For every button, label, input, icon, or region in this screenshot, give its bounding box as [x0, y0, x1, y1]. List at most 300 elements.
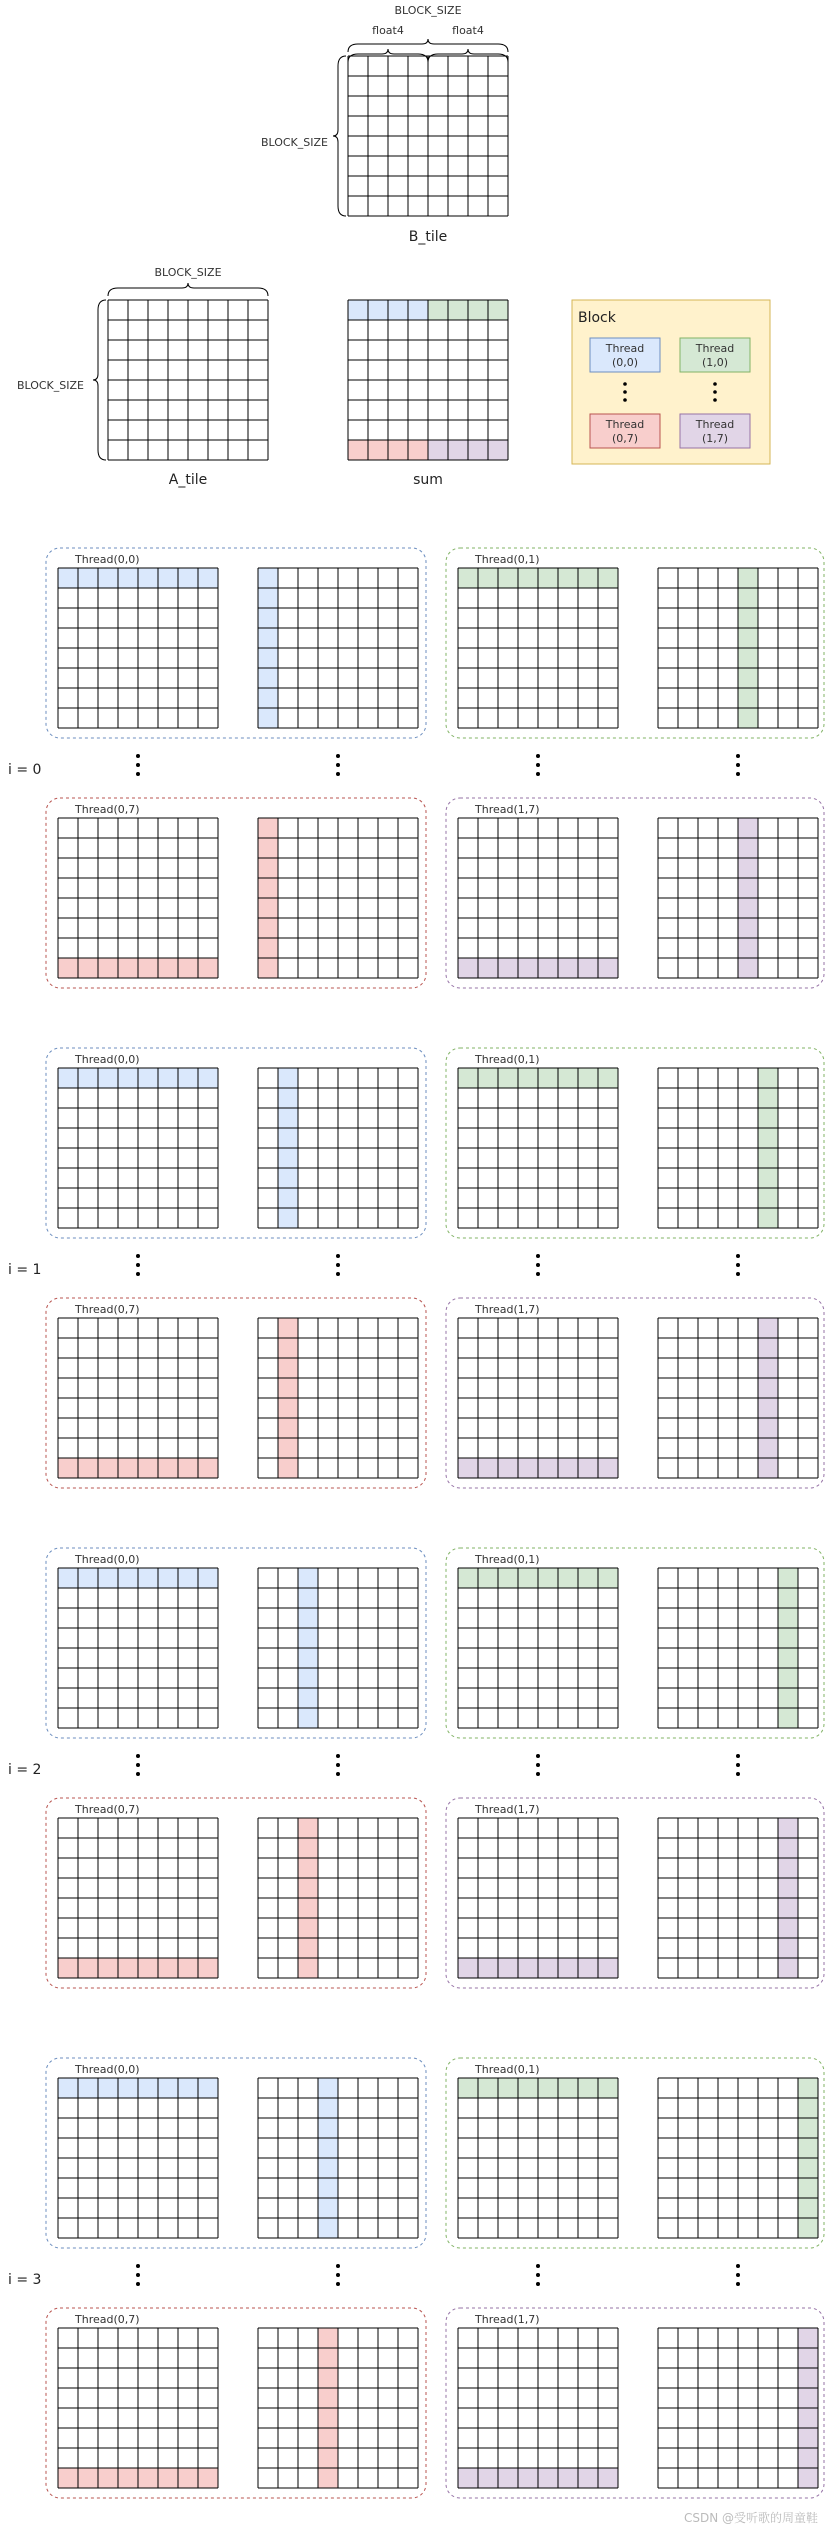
a-row-grid [458, 1068, 618, 1228]
grid-highlight-cell [318, 2388, 338, 2408]
grid-highlight-cell [278, 1128, 298, 1148]
a-row-grid [58, 1318, 218, 1478]
ellipsis-dot [713, 382, 717, 386]
ellipsis-dot [336, 2264, 340, 2268]
ellipsis-dot [336, 1272, 340, 1276]
a-row-grid [458, 1318, 618, 1478]
grid-highlight-cell [778, 1918, 798, 1938]
grid-highlight-cell [408, 440, 428, 460]
block-title: Block [578, 310, 616, 326]
grid-highlight-cell [798, 2078, 818, 2098]
grid-highlight-cell [778, 1688, 798, 1708]
thread-label-0-1: Thread(0,1) [475, 1553, 540, 1566]
grid-highlight-cell [278, 1378, 298, 1398]
grid-highlight-cell [598, 1458, 618, 1478]
grid-highlight-cell [558, 1958, 578, 1978]
grid-highlight-cell [298, 1628, 318, 1648]
grid-highlight-cell [158, 1458, 178, 1478]
thread-label-0-0: Thread(0,0) [75, 1053, 140, 1066]
b-col-grid [658, 1568, 818, 1728]
ellipsis-dot [536, 1754, 540, 1758]
grid-highlight-cell [258, 688, 278, 708]
ellipsis-dot [736, 1763, 740, 1767]
grid-highlight-cell [318, 2348, 338, 2368]
grid-highlight-cell [738, 628, 758, 648]
grid-highlight-cell [578, 2078, 598, 2098]
grid-highlight-cell [578, 1958, 598, 1978]
b-col-grid [258, 2328, 418, 2488]
grid-highlight-cell [298, 1708, 318, 1728]
grid-highlight-cell [498, 2078, 518, 2098]
grid-highlight-cell [98, 568, 118, 588]
grid-highlight-cell [298, 1918, 318, 1938]
b-tile-side-brace [333, 56, 346, 216]
ellipsis-dot [336, 1772, 340, 1776]
grid-highlight-cell [778, 1818, 798, 1838]
b-col-grid [258, 2078, 418, 2238]
grid-highlight-cell [388, 440, 408, 460]
grid-highlight-cell [258, 918, 278, 938]
grid-highlight-cell [198, 1568, 218, 1588]
grid-highlight-cell [298, 1958, 318, 1978]
thread-label-0-1: Thread(0,1) [475, 553, 540, 566]
grid-highlight-cell [498, 1458, 518, 1478]
grid-highlight-cell [158, 2078, 178, 2098]
grid-highlight-cell [98, 1568, 118, 1588]
grid-highlight-cell [278, 1358, 298, 1378]
grid-highlight-cell [138, 958, 158, 978]
grid-highlight-cell [78, 1068, 98, 1088]
grid-highlight-cell [198, 568, 218, 588]
grid-highlight-cell [458, 2078, 478, 2098]
grid-highlight-cell [178, 2468, 198, 2488]
thread-label-0-1: Thread(0,1) [475, 1053, 540, 1066]
sum-title: sum [413, 472, 443, 488]
grid-highlight-cell [138, 568, 158, 588]
grid-highlight-cell [318, 2158, 338, 2178]
grid-highlight-cell [278, 1418, 298, 1438]
block-thread-index: (0,7) [611, 432, 639, 445]
block-thread-label: Thread [605, 418, 645, 431]
grid-highlight-cell [278, 1208, 298, 1228]
grid-highlight-cell [598, 2468, 618, 2488]
grid-highlight-cell [758, 1108, 778, 1128]
grid-highlight-cell [758, 1338, 778, 1358]
grid-highlight-cell [318, 2198, 338, 2218]
grid-highlight-cell [298, 1608, 318, 1628]
grid-highlight-cell [798, 2118, 818, 2138]
grid-highlight-cell [578, 2468, 598, 2488]
grid-highlight-cell [118, 1458, 138, 1478]
thread-label-0-0: Thread(0,0) [75, 2063, 140, 2076]
grid-highlight-cell [518, 2078, 538, 2098]
grid-highlight-cell [178, 958, 198, 978]
grid-highlight-cell [258, 648, 278, 668]
grid-highlight-cell [78, 1958, 98, 1978]
ellipsis-dot [136, 772, 140, 776]
a-row-grid [58, 2328, 218, 2488]
grid-highlight-cell [58, 1958, 78, 1978]
ellipsis-dot [736, 2264, 740, 2268]
grid-highlight-cell [738, 668, 758, 688]
grid-highlight-cell [458, 2468, 478, 2488]
grid-highlight-cell [158, 2468, 178, 2488]
b-tile-grid [348, 56, 508, 216]
grid-highlight-cell [278, 1398, 298, 1418]
grid-highlight-cell [278, 1148, 298, 1168]
a-row-grid [458, 1568, 618, 1728]
ellipsis-dot [136, 1272, 140, 1276]
thread-label-0-7: Thread(0,7) [75, 1303, 140, 1316]
grid-highlight-cell [738, 608, 758, 628]
grid-highlight-cell [318, 2098, 338, 2118]
grid-highlight-cell [738, 648, 758, 668]
grid-highlight-cell [798, 2408, 818, 2428]
grid-highlight-cell [458, 1568, 478, 1588]
grid-highlight-cell [558, 2468, 578, 2488]
grid-highlight-cell [138, 2078, 158, 2098]
grid-highlight-cell [798, 2448, 818, 2468]
grid-highlight-cell [738, 688, 758, 708]
grid-highlight-cell [538, 958, 558, 978]
grid-highlight-cell [468, 300, 488, 320]
grid-highlight-cell [278, 1068, 298, 1088]
thread-label-0-7: Thread(0,7) [75, 803, 140, 816]
grid-highlight-cell [738, 958, 758, 978]
grid-highlight-cell [78, 1568, 98, 1588]
grid-highlight-cell [478, 1958, 498, 1978]
grid-highlight-cell [318, 2178, 338, 2198]
grid-highlight-cell [178, 1458, 198, 1478]
thread-label-1-7: Thread(1,7) [475, 803, 540, 816]
a-row-grid [58, 568, 218, 728]
ellipsis-dot [536, 2282, 540, 2286]
grid-highlight-cell [478, 1068, 498, 1088]
b-col-grid [658, 1068, 818, 1228]
grid-highlight-cell [368, 300, 388, 320]
grid-highlight-cell [778, 1628, 798, 1648]
grid-highlight-cell [158, 1568, 178, 1588]
grid-highlight-cell [758, 1088, 778, 1108]
grid-highlight-cell [258, 878, 278, 898]
grid-highlight-cell [458, 1068, 478, 1088]
ellipsis-dot [136, 2264, 140, 2268]
a-tile-grid [108, 300, 268, 460]
grid-highlight-cell [758, 1358, 778, 1378]
grid-highlight-cell [758, 1438, 778, 1458]
grid-highlight-cell [578, 568, 598, 588]
ellipsis-dot [136, 754, 140, 758]
grid-highlight-cell [798, 2348, 818, 2368]
grid-highlight-cell [798, 2328, 818, 2348]
grid-highlight-cell [298, 1668, 318, 1688]
grid-highlight-cell [78, 2468, 98, 2488]
thread-label-1-7: Thread(1,7) [475, 2313, 540, 2326]
grid-highlight-cell [758, 1378, 778, 1398]
grid-highlight-cell [318, 2468, 338, 2488]
ellipsis-dot [336, 1754, 340, 1758]
grid-highlight-cell [258, 668, 278, 688]
grid-highlight-cell [498, 958, 518, 978]
grid-highlight-cell [318, 2138, 338, 2158]
grid-highlight-cell [158, 958, 178, 978]
grid-highlight-cell [518, 568, 538, 588]
grid-highlight-cell [798, 2138, 818, 2158]
iteration-label: i = 1 [8, 1262, 42, 1278]
b-tile-side-label: BLOCK_SIZE [260, 136, 328, 149]
a-tile-top-brace [108, 283, 268, 296]
b-col-grid [658, 1318, 818, 1478]
ellipsis-dot [136, 2282, 140, 2286]
thread-label-1-7: Thread(1,7) [475, 1803, 540, 1816]
grid-highlight-cell [738, 858, 758, 878]
grid-highlight-cell [598, 2078, 618, 2098]
a-row-grid [458, 1818, 618, 1978]
ellipsis-dot [136, 1772, 140, 1776]
b-col-grid [258, 568, 418, 728]
a-row-grid [58, 2078, 218, 2238]
watermark: CSDN @受听歌的周童鞋 [683, 2511, 818, 2525]
ellipsis-dot [536, 763, 540, 767]
ellipsis-dot [336, 2273, 340, 2277]
grid-highlight-cell [498, 2468, 518, 2488]
grid-highlight-cell [518, 1568, 538, 1588]
ellipsis-dot [336, 1254, 340, 1258]
ellipsis-dot [623, 382, 627, 386]
grid-highlight-cell [488, 300, 508, 320]
grid-highlight-cell [58, 958, 78, 978]
grid-highlight-cell [798, 2158, 818, 2178]
ellipsis-dot [536, 1254, 540, 1258]
grid-highlight-cell [278, 1458, 298, 1478]
ellipsis-dot [736, 1754, 740, 1758]
grid-highlight-cell [388, 300, 408, 320]
b-col-grid [658, 818, 818, 978]
grid-highlight-cell [758, 1068, 778, 1088]
grid-highlight-cell [298, 1688, 318, 1708]
grid-highlight-cell [258, 628, 278, 648]
grid-highlight-cell [538, 2468, 558, 2488]
grid-highlight-cell [298, 1568, 318, 1588]
grid-highlight-cell [518, 1958, 538, 1978]
grid-highlight-cell [738, 878, 758, 898]
grid-highlight-cell [598, 568, 618, 588]
grid-highlight-cell [318, 2408, 338, 2428]
grid-highlight-cell [558, 1068, 578, 1088]
a-row-grid [458, 2078, 618, 2238]
grid-highlight-cell [278, 1338, 298, 1358]
grid-highlight-cell [558, 568, 578, 588]
grid-highlight-cell [98, 2468, 118, 2488]
grid-highlight-cell [538, 1958, 558, 1978]
grid-highlight-cell [178, 1958, 198, 1978]
thread-label-1-7: Thread(1,7) [475, 1303, 540, 1316]
b-tile-float4-label-left: float4 [372, 24, 404, 37]
grid-highlight-cell [298, 1878, 318, 1898]
grid-highlight-cell [518, 2468, 538, 2488]
ellipsis-dot [623, 390, 627, 394]
grid-highlight-cell [258, 838, 278, 858]
grid-highlight-cell [538, 2078, 558, 2098]
grid-highlight-cell [598, 1068, 618, 1088]
grid-highlight-cell [98, 2078, 118, 2098]
grid-highlight-cell [578, 958, 598, 978]
grid-highlight-cell [348, 440, 368, 460]
grid-highlight-cell [58, 568, 78, 588]
ellipsis-dot [536, 754, 540, 758]
grid-highlight-cell [78, 2078, 98, 2098]
b-col-grid [658, 2078, 818, 2238]
grid-highlight-cell [758, 1168, 778, 1188]
a-row-grid [58, 818, 218, 978]
grid-highlight-cell [298, 1588, 318, 1608]
a-row-grid [458, 818, 618, 978]
grid-highlight-cell [518, 1068, 538, 1088]
ellipsis-dot [336, 754, 340, 758]
grid-highlight-cell [758, 1318, 778, 1338]
grid-highlight-cell [58, 2078, 78, 2098]
grid-highlight-cell [738, 568, 758, 588]
grid-highlight-cell [778, 1568, 798, 1588]
ellipsis-dot [713, 390, 717, 394]
grid-highlight-cell [138, 1458, 158, 1478]
iteration-label: i = 3 [8, 2272, 42, 2288]
block-thread-index: (0,0) [611, 356, 639, 369]
grid-highlight-cell [448, 300, 468, 320]
ellipsis-dot [536, 1772, 540, 1776]
ellipsis-dot [536, 1263, 540, 1267]
grid-highlight-cell [118, 1958, 138, 1978]
grid-highlight-cell [258, 608, 278, 628]
grid-highlight-cell [538, 1458, 558, 1478]
iteration-label: i = 2 [8, 1762, 42, 1778]
b-col-grid [258, 1818, 418, 1978]
grid-highlight-cell [558, 1568, 578, 1588]
grid-highlight-cell [478, 2468, 498, 2488]
grid-highlight-cell [278, 1438, 298, 1458]
grid-highlight-cell [258, 898, 278, 918]
grid-highlight-cell [578, 1568, 598, 1588]
grid-highlight-cell [98, 1458, 118, 1478]
grid-highlight-cell [138, 1568, 158, 1588]
grid-highlight-cell [298, 1818, 318, 1838]
b-col-grid [258, 1568, 418, 1728]
a-row-grid [458, 2328, 618, 2488]
grid-highlight-cell [738, 918, 758, 938]
ellipsis-dot [336, 1763, 340, 1767]
block-box [572, 300, 770, 464]
grid-highlight-cell [518, 958, 538, 978]
grid-highlight-cell [798, 2468, 818, 2488]
a-tile-top-label: BLOCK_SIZE [154, 266, 222, 279]
b-col-grid [258, 1318, 418, 1478]
sum-grid [348, 300, 508, 460]
grid-highlight-cell [758, 1458, 778, 1478]
grid-highlight-cell [198, 1958, 218, 1978]
grid-highlight-cell [118, 568, 138, 588]
grid-highlight-cell [738, 818, 758, 838]
a-tile-title: A_tile [168, 472, 208, 488]
grid-highlight-cell [138, 1958, 158, 1978]
a-row-grid [58, 1818, 218, 1978]
block-thread-index: (1,0) [701, 356, 729, 369]
a-tile-side-label: BLOCK_SIZE [16, 379, 84, 392]
grid-highlight-cell [118, 958, 138, 978]
block-thread-label: Thread [695, 418, 735, 431]
iteration-label: i = 0 [8, 762, 42, 778]
grid-highlight-cell [758, 1418, 778, 1438]
ellipsis-dot [136, 1754, 140, 1758]
grid-highlight-cell [448, 440, 468, 460]
grid-highlight-cell [58, 1568, 78, 1588]
grid-highlight-cell [738, 838, 758, 858]
ellipsis-dot [536, 772, 540, 776]
grid-highlight-cell [498, 1958, 518, 1978]
b-col-grid [658, 568, 818, 728]
grid-highlight-cell [778, 1898, 798, 1918]
grid-highlight-cell [428, 440, 448, 460]
grid-highlight-cell [758, 1188, 778, 1208]
grid-highlight-cell [778, 1938, 798, 1958]
grid-highlight-cell [758, 1148, 778, 1168]
ellipsis-dot [536, 2264, 540, 2268]
grid-highlight-cell [318, 2078, 338, 2098]
grid-highlight-cell [198, 2078, 218, 2098]
grid-highlight-cell [798, 2388, 818, 2408]
ellipsis-dot [336, 763, 340, 767]
b-tile-title: B_tile [408, 229, 448, 245]
grid-highlight-cell [318, 2328, 338, 2348]
grid-highlight-cell [478, 568, 498, 588]
grid-highlight-cell [258, 958, 278, 978]
grid-highlight-cell [598, 958, 618, 978]
grid-highlight-cell [478, 1568, 498, 1588]
ellipsis-dot [136, 1263, 140, 1267]
grid-highlight-cell [578, 1458, 598, 1478]
grid-highlight-cell [798, 2198, 818, 2218]
ellipsis-dot [536, 2273, 540, 2277]
thread-label-0-0: Thread(0,0) [75, 1553, 140, 1566]
grid-highlight-cell [318, 2218, 338, 2238]
block-thread-label: Thread [605, 342, 645, 355]
grid-highlight-cell [598, 1958, 618, 1978]
grid-highlight-cell [498, 1068, 518, 1088]
b-tile-top-brace [348, 39, 508, 52]
ellipsis-dot [736, 2282, 740, 2286]
grid-highlight-cell [78, 1458, 98, 1478]
ellipsis-dot [736, 2273, 740, 2277]
thread-label-0-0: Thread(0,0) [75, 553, 140, 566]
grid-highlight-cell [778, 1668, 798, 1688]
b-col-grid [258, 1068, 418, 1228]
grid-highlight-cell [318, 2448, 338, 2468]
grid-highlight-cell [318, 2368, 338, 2388]
grid-highlight-cell [118, 2078, 138, 2098]
b-col-grid [658, 1818, 818, 1978]
ellipsis-dot [136, 1254, 140, 1258]
ellipsis-dot [736, 772, 740, 776]
ellipsis-dot [736, 1272, 740, 1276]
grid-highlight-cell [778, 1648, 798, 1668]
grid-highlight-cell [298, 1648, 318, 1668]
grid-highlight-cell [98, 958, 118, 978]
grid-highlight-cell [458, 1958, 478, 1978]
grid-highlight-cell [538, 1568, 558, 1588]
grid-highlight-cell [158, 568, 178, 588]
ellipsis-dot [713, 398, 717, 402]
b-tile-float4-label-right: float4 [452, 24, 484, 37]
grid-highlight-cell [118, 1568, 138, 1588]
